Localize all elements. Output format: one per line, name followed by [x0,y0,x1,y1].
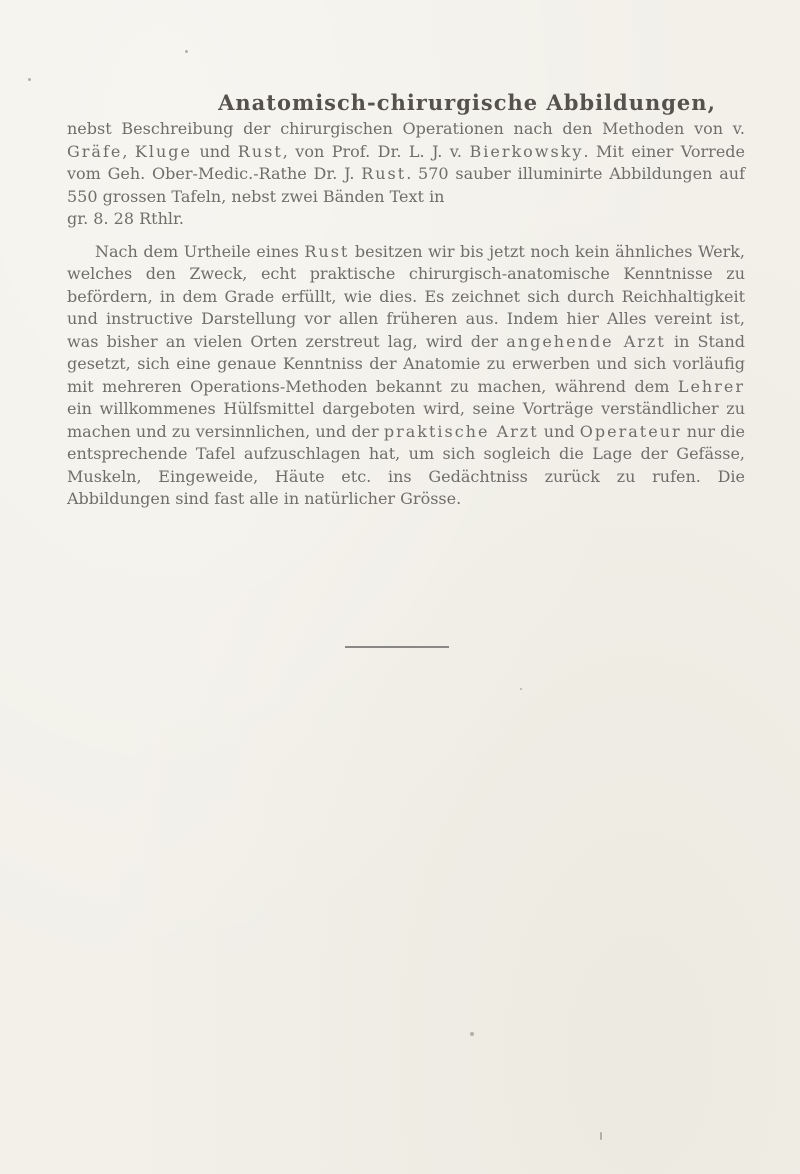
lead-text-1: nebst Beschreibung der chirurgischen Operationen nach den Methoden von v. [67,119,745,138]
author-name-kluge: Kluge [134,141,192,161]
review-text-1: Nach dem Urtheile eines [95,241,305,261]
lead-text-2: , von Prof. Dr. L. J. v. [282,141,470,161]
review-emphasis-2: Lehrer [677,376,745,396]
author-name-bierkowsky: Bierkowsky [469,141,584,161]
page-title: Anatomisch-chirurgische Abbildungen, [218,90,716,115]
lead-sep-2: und [192,141,238,161]
review-paragraph [67,241,745,511]
review-emphasis-3: praktische Arzt [383,421,539,441]
paper-speck [600,1132,602,1140]
lead-sep-1: , [122,141,135,161]
review-text-6: nur die entsprechende Tafel aufzuschlagen hat, um sich sogleich die Lage der Gefässe, Muskeln, Eingeweide, Häute etc. ins Gedächtniss zurück zu rufen. Die Abbildungen sind fast alle in natürlicher Grösse. [67,421,746,508]
review-name-rust: Rust [304,241,350,261]
lead-paragraph [67,118,745,231]
lead-text-3: . Mit einer Vorrede vom Geh. Ober-Medic.-Rathe Dr. J. [67,141,746,183]
lead-text-4: . 570 sauber illuminirte Abbildungen auf 550 grossen Tafeln, nebst zwei Bänden Text in [67,164,745,206]
price-line: gr. 8. 28 Rthlr. [67,209,184,228]
paper-speck [470,1032,474,1036]
section-divider [345,646,449,648]
preface-name-rust: Rust [361,164,407,183]
paper-speck [185,50,188,53]
paper-speck [28,78,31,81]
paper-speck [520,688,522,690]
author-name-rust: Rust [237,141,283,161]
review-text-5: und [538,421,580,441]
review-emphasis-4: Operateur [579,421,682,441]
advertisement-text [67,88,745,511]
review-text-2: besitzen wir bis jetzt noch kein ähnliches Werk, welches den Zweck, echt praktische chirurgisch-anatomische Kenntnisse zu befördern, in dem Grade erfüllt, wie dies. Es zeichnet sich durch Reichhaltigkeit und instructive Darstellung vor allen früheren aus. Indem hier Alles vereint ist, was bisher an vielen Orten zerstreut lag, wird der [67,241,746,351]
author-name-graefe: Gräfe [67,141,123,161]
review-text-4: ein willkommenes Hülfsmittel dargeboten wird, seine Vorträge verständlicher zu machen und zu versinnlichen, und der [67,399,745,441]
review-text-3: in Stand gesetzt, sich eine genaue Kenntniss der Anatomie zu erwerben und sich vorläufig mit mehreren Operations-Methoden bekannt zu machen, während dem [67,331,745,396]
review-emphasis-1: angehende Arzt [506,331,666,351]
